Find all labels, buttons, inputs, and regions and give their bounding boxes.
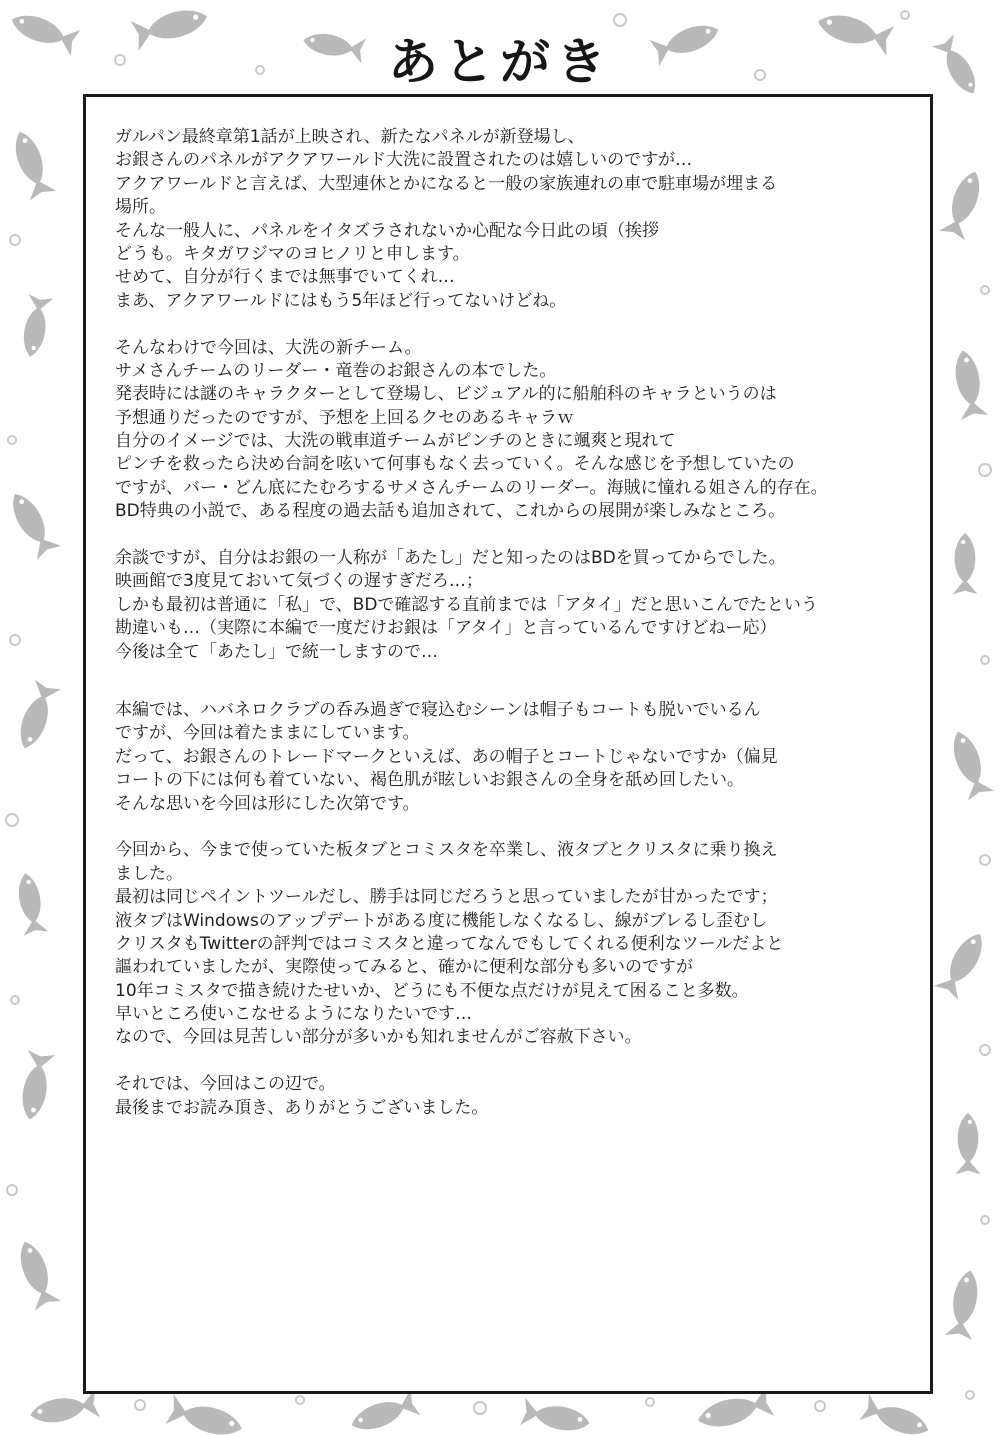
fish-icon [347, 1389, 420, 1436]
page-title: あとがき [388, 32, 612, 91]
paragraph-6 [115, 1073, 935, 1120]
fish-icon [12, 1237, 62, 1310]
text-line: ピンチを救ったら決め台詞を呟いて何事もなく去っていく。そんな感じを予想していたの [115, 454, 795, 475]
text-line: 10年コミスタで描き続けたせいか、どうにも不便な点だけが見えて困ること多数。 [115, 980, 749, 1001]
fish-icon [28, 1390, 100, 1429]
text-line: それでは、今回はこの辺で。 [115, 1074, 336, 1095]
fish-icon [166, 1394, 246, 1436]
text-line: だって、お銀さんのトレードマークといえば、あの帽子とコートじゃないですか（偏見 [115, 746, 778, 767]
paragraph-3 [115, 547, 935, 664]
text-line: 発表時には謎のキャラクターとして登場し、ビジュアル的に船舶科のキャラというのは [115, 384, 777, 405]
fish-icon [955, 1113, 980, 1174]
text-line: BD特典の小説で、ある程度の過去話も追加されて、これからの展開が楽しみなところ。 [115, 501, 786, 522]
bubble-icon [6, 814, 18, 826]
text-line: 最後までお読み頂き、ありがとうございました。 [115, 1097, 489, 1118]
fish-icon [952, 533, 977, 594]
bubble-icon [966, 1391, 974, 1399]
paragraph-1 [115, 126, 935, 313]
bubble-icon [980, 855, 990, 865]
text-line: まあ、アクアワールドにはもう5年ほど行ってないけどね。 [115, 290, 567, 311]
paragraph-gap [115, 524, 935, 547]
bubble-icon [11, 996, 19, 1004]
bubble-icon [10, 635, 20, 645]
bubble-icon [646, 1398, 654, 1406]
text-line: 場所。 [115, 197, 166, 218]
paragraph-gap [115, 664, 935, 699]
text-line: せめて、自分が行くまでは無事でいてくれ… [115, 267, 455, 288]
bubble-icon [7, 1185, 17, 1195]
text-line: お銀さんのパネルがアクアワールド大洗に設置されたのは嬉しいのですが… [115, 150, 693, 171]
bubble-icon [135, 1400, 145, 1410]
paragraph-4 [115, 699, 935, 816]
fish-icon [949, 348, 988, 420]
text-line: 自分のイメージでは、大洗の戦車道チームがピンチのときに颯爽と現れて [115, 431, 676, 452]
bubble-icon [8, 436, 16, 444]
text-line: 今後は全て「あたし」で統一しますので… [115, 641, 438, 662]
fish-icon [7, 127, 57, 200]
text-line: クリスタもTwitterの評判ではコミスタと違ってなんでもしてくれる便利なツールだよと [115, 933, 784, 954]
paragraph-gap [115, 816, 935, 839]
bubble-icon [980, 1045, 990, 1055]
text-line: 謳われていましたが、実際使ってみると、確かに便利な部分も多いのですが [115, 957, 693, 978]
bubble-icon [981, 1216, 989, 1224]
paragraph-gap [115, 313, 935, 336]
text-line: 最初は同じペイントツールだし、勝手は同じだろうと思っていましたが甘かったです； [115, 887, 778, 908]
fish-icon [520, 1398, 592, 1436]
fish-icon [945, 727, 995, 800]
bubble-icon [815, 1401, 825, 1411]
text-line: なので、今回は見苦しい部分が多いかも知れませんがご容赦下さい。 [115, 1027, 642, 1048]
fish-icon [18, 294, 53, 359]
text-line: 早いところ使いこなせるようになりたいです… [115, 1004, 472, 1025]
text-line: ですが、今回は着たままにしています。 [115, 723, 420, 744]
text-line: 今回から、今まで使っていた板タブとコミスタを卒業し、液タブとクリスタに乗り換え [115, 840, 778, 861]
paragraph-2 [115, 337, 935, 524]
text-line: 液タブはWindowsのアップデートがある度に機能しなくなるし、線がブレるし歪むし [115, 910, 768, 931]
text-line: 映画館で3度見ておいて気づくの遅すぎだろ…； [115, 571, 483, 592]
bubble-icon [979, 464, 991, 476]
text-line: そんなわけで今回は、大洗の新チーム。 [115, 337, 422, 358]
text-line: そんな一般人に、パネルをイタズラされないか心配な今日此の頃（挨拶 [115, 220, 659, 241]
text-line: しかも最初は普通に「私」で、BDで確認する直前までは「アタイ」だと思いこんでたという [115, 594, 818, 615]
text-line: そんな思いを今回は形にした次第です。 [115, 793, 420, 814]
text-line: コートの下には何も着ていない、褐色肌が眩しいお銀さんの全身を舐め回したい。 [115, 770, 744, 791]
text-line: どうも。キタガワジマのヨヒノリと申します。 [115, 243, 470, 264]
bubble-icon [474, 1402, 486, 1414]
bubble-icon [10, 235, 20, 245]
text-line: 予想通りだったのですが、予想を上回るクセのあるキャラｗ [115, 407, 574, 428]
text-line: 余談ですが、自分はお銀の一人称が「あたし」だと知ったのはBDを買ってからでした。 [115, 548, 786, 569]
bubble-icon [981, 286, 989, 294]
fish-icon [939, 167, 989, 240]
bubble-icon [614, 14, 626, 26]
fish-icon [934, 927, 992, 1000]
paragraph-gap [115, 1050, 935, 1073]
text-line: サメさんチームのリーダー・竜巻のお銀さんの本でした。 [115, 360, 557, 381]
fish-icon [13, 871, 48, 936]
text-line: 本編では、ハバネロクラブの呑み過ぎで寝込むシーンは帽子もコートも脱いでいるん [115, 699, 761, 720]
text-line: 勘違いも…（実際に本編で一度だけお銀は「アタイ」と言っているんですけどねー応） [115, 618, 777, 639]
fish-icon [945, 1268, 984, 1340]
fish-icon [860, 1394, 933, 1436]
fish-icon [16, 1050, 55, 1122]
text-line: アクアワールドと言えば、大型連休とかになると一般の家族連れの車で駐車場が埋まる [115, 173, 778, 194]
bubble-icon [901, 11, 909, 19]
text-line: ました。 [115, 863, 183, 884]
text-line: ですが、バー・どん底にたむろするサメさんチームのリーダー。海賊に憧れる姐さん的存在。 [115, 477, 828, 498]
bubble-icon [296, 1396, 304, 1404]
text-line: ガルパン最終章第1話が上映され、新たなパネルが新登場し、 [115, 127, 585, 147]
bubble-icon [981, 656, 989, 664]
fish-icon [3, 487, 61, 560]
paragraph-5 [115, 839, 935, 1050]
afterword-text [115, 126, 935, 1120]
fish-icon [12, 680, 62, 753]
